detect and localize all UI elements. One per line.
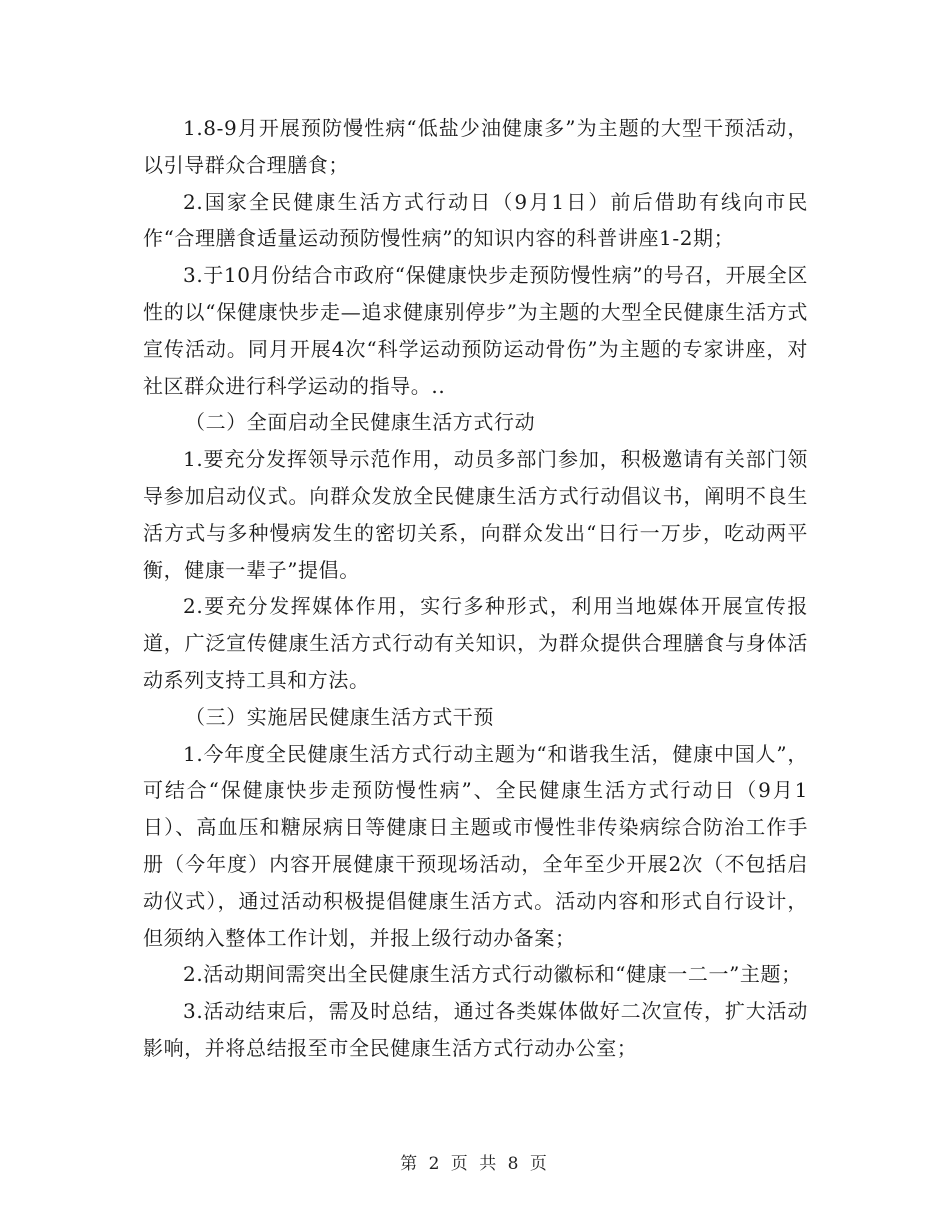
- paragraph-3-1: 1.今年度全民健康生活方式行动主题为“和谐我生活，健康中国人”，可结合“保健康快步走预防慢性病”、全民健康生活方式行动日（9月1日）、高血压和糖尿病日等健康日主题或市慢性非传染病综合防治工作手册（今年度）内容开展健康干预现场活动，全年至少开展2次（不包括启动仪式），通过活动积极提倡健康生活方式。活动内容和形式自行设计，但须纳入整体工作计划，并报上级行动办备案；: [143, 741, 808, 950]
- paragraph-2-2: 2.要充分发挥媒体作用，实行多种形式，利用当地媒体开展宣传报道，广泛宣传健康生活方式行动有关知识，为群众提供合理膳食与身体活动系列支持工具和方法。: [143, 594, 808, 692]
- paragraph-1-3: 3.于10月份结合市政府“保健康快步走预防慢性病”的号召，开展全区性的以“保健康快步走—追求健康别停步”为主题的大型全民健康生活方式宣传活动。同月开展4次“科学运动预防运动骨伤”为主题的专家讲座，对社区群众进行科学运动的指导。..: [143, 263, 808, 398]
- paragraph-3-2: 2.活动期间需突出全民健康生活方式行动徽标和“健康一二一”主题；: [183, 962, 802, 987]
- paragraph-3-3: 3.活动结束后，需及时总结，通过各类媒体做好二次宣传，扩大活动影响，并将总结报至市全民健康生活方式行动办公室；: [143, 999, 808, 1060]
- section-heading-2: （二）全面启动全民健康生活方式行动: [185, 410, 536, 435]
- page-number-footer: 第 2 页 共 8 页: [400, 1154, 550, 1174]
- paragraph-1-2: 2.国家全民健康生活方式行动日（9月1日）前后借助有线向市民作“合理膳食适量运动预防慢性病”的知识内容的科普讲座1-2期；: [143, 189, 808, 251]
- document-body: [143, 110, 808, 1067]
- section-heading-3: （三）实施居民健康生活方式干预: [185, 704, 494, 729]
- paragraph-1-1: 1.8-9月开展预防慢性病“低盐少油健康多”为主题的大型干预活动，以引导群众合理膳食；: [143, 116, 808, 177]
- paragraph-2-1: 1.要充分发挥领导示范作用，动员多部门参加，积极邀请有关部门领导参加启动仪式。向群众发放全民健康生活方式行动倡议书，阐明不良生活方式与多种慢病发生的密切关系，向群众发出“日行一万步，吃动两平衡，健康一辈子”提倡。: [143, 447, 808, 582]
